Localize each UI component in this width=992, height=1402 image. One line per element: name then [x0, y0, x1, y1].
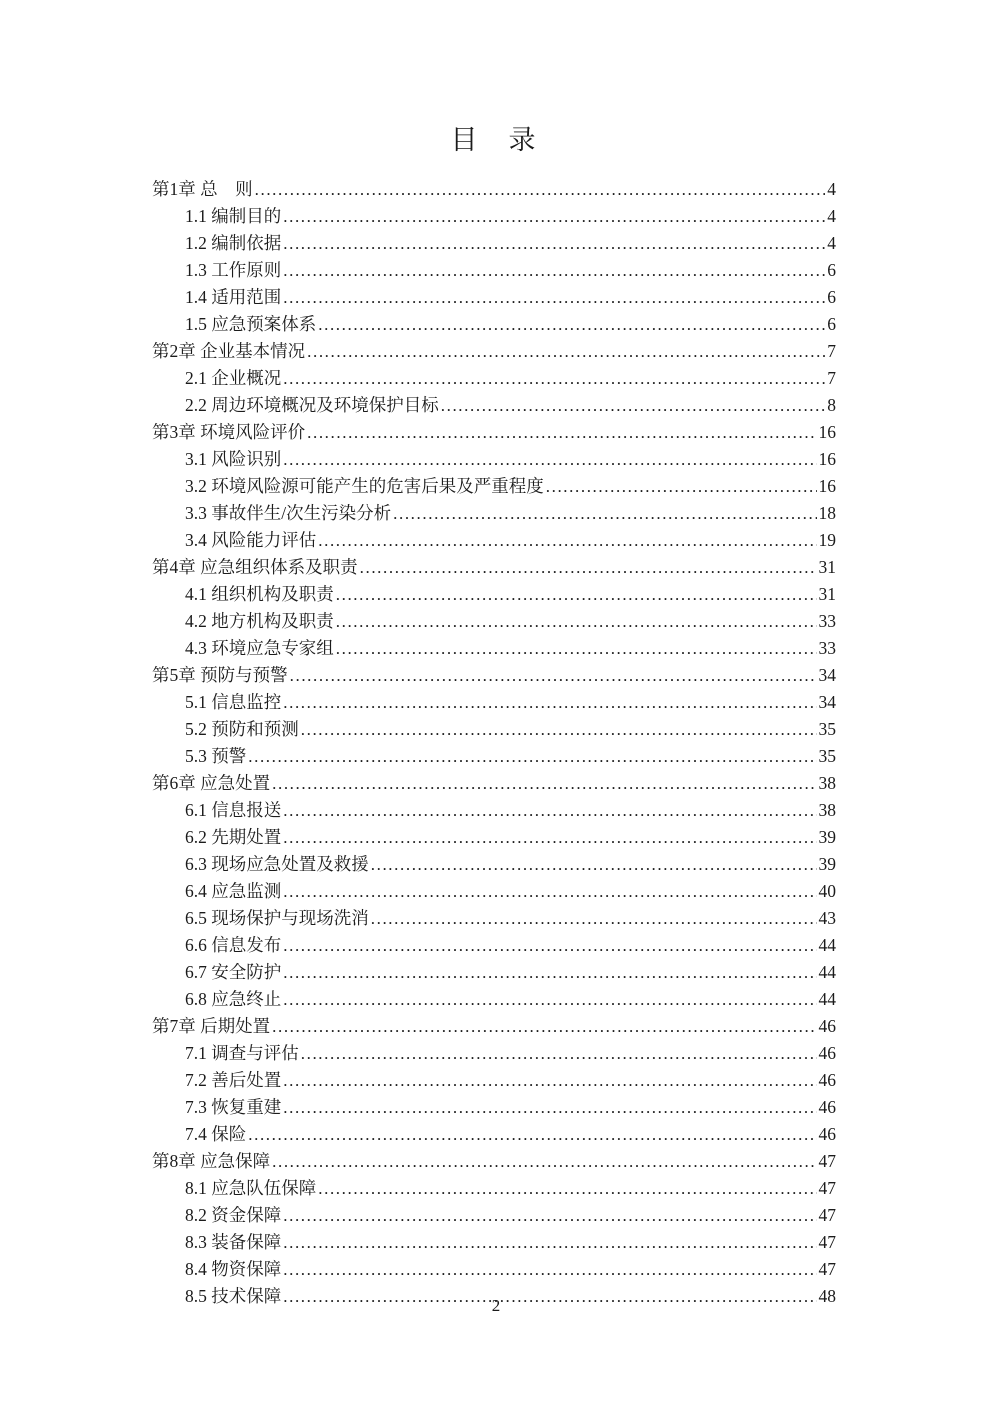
- leader-dots: [283, 824, 816, 851]
- toc-entry-page-number: 33: [818, 611, 836, 631]
- toc-entry-page-number: 47: [818, 1259, 836, 1279]
- toc-chapter-entry: [152, 338, 836, 365]
- leader-dots: [318, 311, 825, 338]
- toc-entry-page-number: 31: [818, 584, 836, 604]
- leader-dots: [283, 959, 816, 986]
- leader-dots: [283, 257, 825, 284]
- toc-entry-label: 6.6 信息发布: [185, 935, 282, 955]
- toc-entry-page-number: 47: [818, 1205, 836, 1225]
- page-title: 目 录: [450, 125, 538, 155]
- leader-dots: [283, 986, 816, 1013]
- toc-entry-label: 8.2 资金保障: [185, 1205, 282, 1225]
- leader-dots: [360, 554, 817, 581]
- toc-entry-label: 4.1 组织机构及职责: [185, 584, 334, 604]
- toc-section-entry: [152, 1121, 836, 1148]
- leader-dots: [283, 230, 825, 257]
- toc-entry-page-number: 47: [818, 1178, 836, 1198]
- toc-entry-page-number: 46: [818, 1124, 836, 1144]
- leader-dots: [283, 797, 816, 824]
- toc-entry-label: 6.4 应急监测: [185, 881, 282, 901]
- toc-section-entry: [152, 878, 836, 905]
- leader-dots: [336, 635, 817, 662]
- toc-chapter-entry: [152, 176, 836, 203]
- toc-chapter-entry: [152, 770, 836, 797]
- toc-entry-label: 7.3 恢复重建: [185, 1097, 282, 1117]
- leader-dots: [283, 1256, 816, 1283]
- toc-section-entry: [152, 743, 836, 770]
- leader-dots: [283, 1067, 816, 1094]
- leader-dots: [283, 446, 816, 473]
- toc-entry-page-number: 6: [827, 287, 836, 307]
- toc-entry-label: 1.5 应急预案体系: [185, 314, 317, 334]
- toc-section-entry: [152, 311, 836, 338]
- toc-section-entry: [152, 473, 836, 500]
- toc-section-entry: [152, 284, 836, 311]
- toc-entry-page-number: 4: [827, 179, 836, 199]
- leader-dots: [283, 284, 825, 311]
- toc-entry-label: 6.3 现场应急处置及救援: [185, 854, 369, 874]
- toc-entry-page-number: 44: [818, 989, 836, 1009]
- toc-section-entry: [152, 446, 836, 473]
- toc-entry-page-number: 44: [818, 962, 836, 982]
- toc-entry-page-number: 46: [818, 1043, 836, 1063]
- leader-dots: [272, 1013, 816, 1040]
- leader-dots: [283, 203, 825, 230]
- toc-entry-label: 第4章 应急组织体系及职责: [152, 557, 358, 577]
- toc-entry-label: 1.1 编制目的: [185, 206, 282, 226]
- toc-entry-page-number: 4: [827, 233, 836, 253]
- toc-entry-label: 2.1 企业概况: [185, 368, 282, 388]
- toc-entry-page-number: 44: [818, 935, 836, 955]
- leader-dots: [336, 581, 817, 608]
- toc-entry-page-number: 19: [818, 530, 836, 550]
- toc-section-entry: [152, 635, 836, 662]
- toc-entry-page-number: 38: [818, 773, 836, 793]
- leader-dots: [248, 743, 816, 770]
- toc-entry-page-number: 16: [818, 476, 836, 496]
- leader-dots: [290, 662, 817, 689]
- leader-dots: [441, 392, 826, 419]
- toc-entry-label: 7.4 保险: [185, 1124, 247, 1144]
- toc-section-entry: [152, 500, 836, 527]
- toc-section-entry: [152, 851, 836, 878]
- toc-section-entry: [152, 1202, 836, 1229]
- toc-entry-page-number: 46: [818, 1097, 836, 1117]
- toc-entry-label: 8.4 物资保障: [185, 1259, 282, 1279]
- leader-dots: [318, 527, 816, 554]
- toc-chapter-entry: [152, 419, 836, 446]
- toc-entry-page-number: 18: [818, 503, 836, 523]
- toc-entry-page-number: 7: [827, 341, 836, 361]
- toc-entry-page-number: 40: [818, 881, 836, 901]
- toc-entry-label: 6.5 现场保护与现场洗消: [185, 908, 369, 928]
- leader-dots: [371, 851, 817, 878]
- toc-section-entry: [152, 392, 836, 419]
- toc-entry-label: 第3章 环境风险评价: [152, 422, 306, 442]
- toc-section-entry: [152, 1040, 836, 1067]
- toc-entry-page-number: 16: [818, 422, 836, 442]
- toc-entry-page-number: 46: [818, 1070, 836, 1090]
- leader-dots: [283, 689, 816, 716]
- toc-section-entry: [152, 932, 836, 959]
- toc-entry-label: 1.4 适用范围: [185, 287, 282, 307]
- leader-dots: [255, 176, 826, 203]
- toc-entry-page-number: 4: [827, 206, 836, 226]
- leader-dots: [336, 608, 817, 635]
- toc-entry-page-number: 6: [827, 260, 836, 280]
- toc-section-entry: [152, 959, 836, 986]
- toc-entry-page-number: 38: [818, 800, 836, 820]
- toc-section-entry: [152, 527, 836, 554]
- toc-entry-label: 6.2 先期处置: [185, 827, 282, 847]
- toc-section-entry: [152, 1175, 836, 1202]
- toc-entry-label: 5.3 预警: [185, 746, 247, 766]
- toc-section-entry: [152, 608, 836, 635]
- toc-section-entry: [152, 1256, 836, 1283]
- toc-entry-label: 6.7 安全防护: [185, 962, 282, 982]
- toc-section-entry: [152, 797, 836, 824]
- footer-page-number: 2: [491, 1296, 501, 1315]
- leader-dots: [307, 338, 825, 365]
- toc-entry-label: 5.1 信息监控: [185, 692, 282, 712]
- leader-dots: [283, 932, 816, 959]
- toc-section-entry: [152, 716, 836, 743]
- toc-entry-page-number: 39: [818, 854, 836, 874]
- toc-entry-page-number: 34: [818, 692, 836, 712]
- toc-chapter-entry: [152, 1148, 836, 1175]
- toc-section-entry: [152, 1229, 836, 1256]
- toc-entry-page-number: 7: [827, 368, 836, 388]
- toc-entry-label: 8.1 应急队伍保障: [185, 1178, 317, 1198]
- toc-entry-page-number: 48: [818, 1286, 836, 1306]
- toc-entry-label: 6.1 信息报送: [185, 800, 282, 820]
- leader-dots: [546, 473, 817, 500]
- leader-dots: [307, 419, 816, 446]
- toc-entry-page-number: 16: [818, 449, 836, 469]
- toc-entry-label: 4.3 环境应急专家组: [185, 638, 334, 658]
- toc-entry-label: 4.2 地方机构及职责: [185, 611, 334, 631]
- toc-entry-page-number: 46: [818, 1016, 836, 1036]
- toc-entry-label: 5.2 预防和预测: [185, 719, 299, 739]
- leader-dots: [283, 1202, 816, 1229]
- toc-section-entry: [152, 689, 836, 716]
- toc-chapter-entry: [152, 1013, 836, 1040]
- toc-entry-page-number: 47: [818, 1232, 836, 1252]
- toc-section-entry: [152, 365, 836, 392]
- toc-entry-label: 3.4 风险能力评估: [185, 530, 317, 550]
- toc-entry-label: 第1章 总 则: [152, 179, 253, 199]
- toc-entry-page-number: 35: [818, 719, 836, 739]
- leader-dots: [371, 905, 817, 932]
- toc-entry-page-number: 8: [827, 395, 836, 415]
- toc-entry-label: 7.2 善后处置: [185, 1070, 282, 1090]
- toc-section-entry: [152, 1094, 836, 1121]
- toc-entry-page-number: 43: [818, 908, 836, 928]
- leader-dots: [283, 1229, 816, 1256]
- leader-dots: [283, 1094, 816, 1121]
- toc-entry-label: 7.1 调查与评估: [185, 1043, 299, 1063]
- leader-dots: [272, 770, 816, 797]
- toc-chapter-entry: [152, 662, 836, 689]
- toc-entry-label: 8.3 装备保障: [185, 1232, 282, 1252]
- leader-dots: [318, 1175, 816, 1202]
- toc-section-entry: [152, 905, 836, 932]
- leader-dots: [301, 1040, 817, 1067]
- toc-entry-label: 8.5 技术保障: [185, 1286, 282, 1306]
- leader-dots: [393, 500, 816, 527]
- toc-entry-label: 1.2 编制依据: [185, 233, 282, 253]
- toc-entry-page-number: 35: [818, 746, 836, 766]
- toc-chapter-entry: [152, 554, 836, 581]
- leader-dots: [283, 878, 816, 905]
- toc-entry-label: 3.2 环境风险源可能产生的危害后果及严重程度: [185, 476, 544, 496]
- toc-section-entry: [152, 824, 836, 851]
- toc-section-entry: [152, 581, 836, 608]
- toc-section-entry: [152, 203, 836, 230]
- toc-entry-page-number: 39: [818, 827, 836, 847]
- toc-section-entry: [152, 986, 836, 1013]
- toc-entry-label: 1.3 工作原则: [185, 260, 282, 280]
- toc-entry-label: 3.3 事故伴生/次生污染分析: [185, 503, 392, 523]
- leader-dots: [283, 365, 825, 392]
- toc-entry-label: 第8章 应急保障: [152, 1151, 271, 1171]
- toc-section-entry: [152, 1067, 836, 1094]
- leader-dots: [301, 716, 817, 743]
- toc-entry-label: 第5章 预防与预警: [152, 665, 288, 685]
- toc-section-entry: [152, 230, 836, 257]
- toc-entry-label: 第6章 应急处置: [152, 773, 271, 793]
- toc-entry-label: 6.8 应急终止: [185, 989, 282, 1009]
- toc-section-entry: [152, 257, 836, 284]
- toc-entry-page-number: 33: [818, 638, 836, 658]
- leader-dots: [248, 1121, 816, 1148]
- toc-entry-page-number: 6: [827, 314, 836, 334]
- table-of-contents: [152, 176, 836, 1310]
- leader-dots: [272, 1148, 816, 1175]
- toc-entry-page-number: 31: [818, 557, 836, 577]
- toc-entry-page-number: 34: [818, 665, 836, 685]
- toc-entry-page-number: 47: [818, 1151, 836, 1171]
- toc-entry-label: 3.1 风险识别: [185, 449, 282, 469]
- toc-entry-label: 2.2 周边环境概况及环境保护目标: [185, 395, 439, 415]
- toc-entry-label: 第2章 企业基本情况: [152, 341, 306, 361]
- toc-entry-label: 第7章 后期处置: [152, 1016, 271, 1036]
